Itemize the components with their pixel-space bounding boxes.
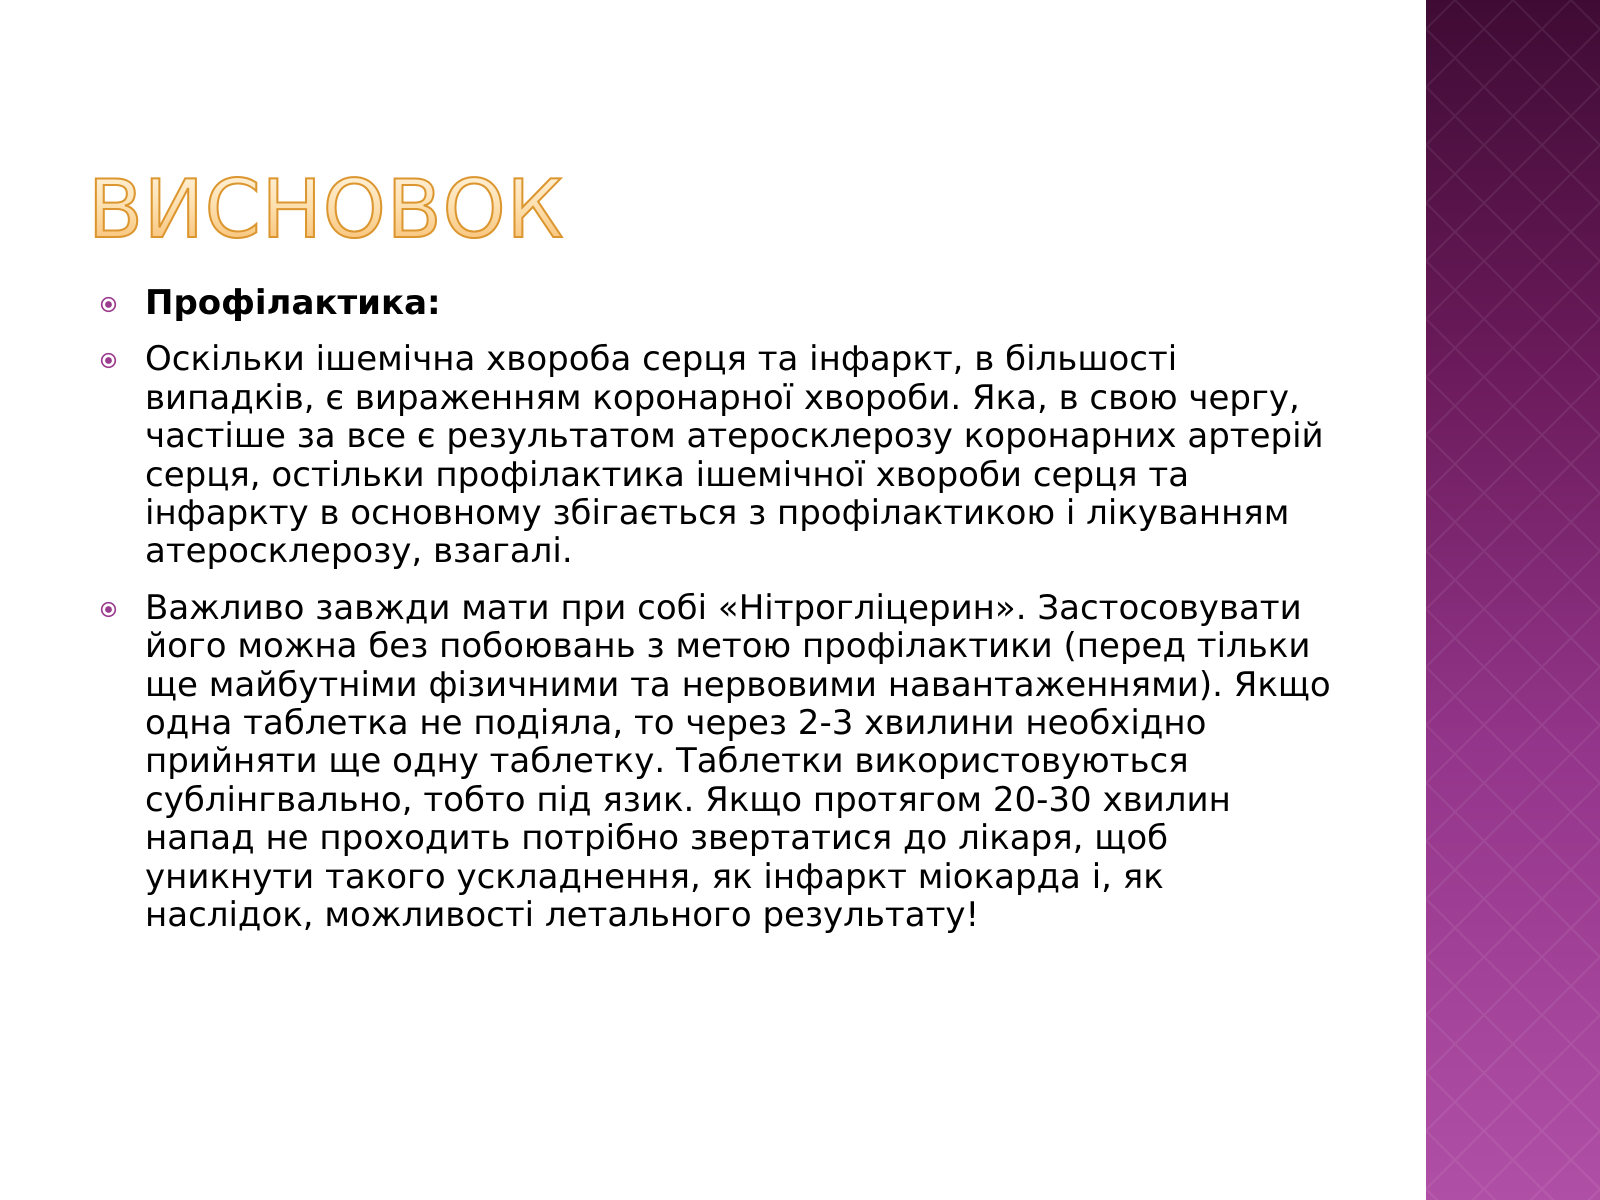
slide-title: ВИСНОВОК <box>88 163 565 256</box>
bullet-list <box>96 284 1336 953</box>
bullet-item-nitroglycerin <box>96 589 1336 935</box>
bullet-text: Оскільки ішемічна хвороба серця та інфаркт, в більшості випадків, є вираженням коронарної хвороби. Яка, в свою чергу, частіше за все є результатом атеросклерозу коронарних артерій серця, остільки профілактика ішемічної хвороби серця та інфаркту в основному збігається з профілактикою і лікуванням атеросклерозу, взагалі. <box>145 339 1324 572</box>
decorative-side-panel <box>1426 0 1600 1200</box>
circle-dot-bullet-icon <box>100 352 117 369</box>
bullet-text: Профілактика: <box>145 283 441 323</box>
circle-dot-bullet-icon <box>100 601 117 618</box>
bullet-item-prevention-heading <box>96 284 1336 322</box>
bullet-text: Важливо завжди мати при собі «Нітрогліцерин». Застосовувати його можна без побоювань з метою профілактики (перед тільки ще майбутніми фізичними та нервовими навантаженнями). Якщо одна таблетка не подіяла, то через 2-3 хвилини необхідно прийняти ще одну таблетку. Таблетки використовуються сублінгвально, тобто під язик. Якщо протягом 20-30 хвилин напад не проходить потрібно звертатися до лікаря, щоб уникнути такого ускладнення, як інфаркт міокарда і, як наслідок, можливості летального результату! <box>145 587 1331 936</box>
diamond-pattern <box>1426 0 1600 1200</box>
circle-dot-bullet-icon <box>100 296 117 313</box>
bullet-item-coronary-disease <box>96 340 1336 570</box>
